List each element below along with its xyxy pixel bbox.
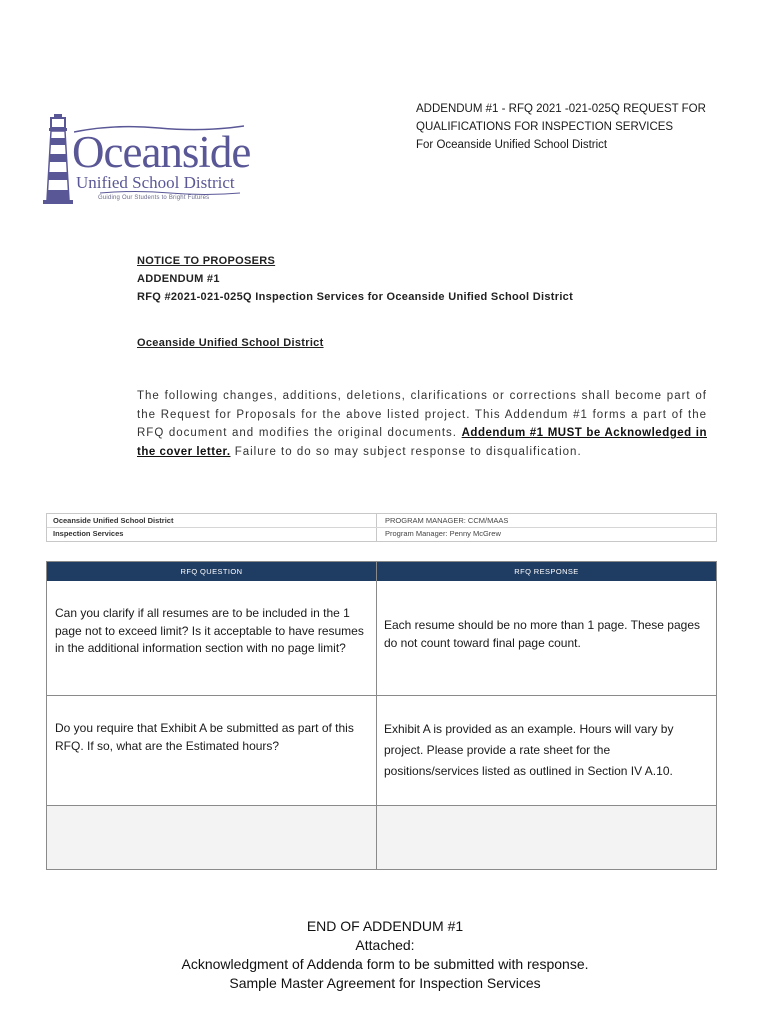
paragraph-text: Failure to do so may subject response to disqualification. xyxy=(230,445,582,458)
table-row-question xyxy=(55,719,354,755)
info-program-manager-firm: PROGRAM MANAGER: CCM/MAAS xyxy=(385,516,509,525)
question-line: Can you clarify if all resumes are to be included in the 1 xyxy=(55,606,350,620)
logo-tagline: Guiding Our Students to Bright Futures xyxy=(98,195,210,201)
attachment-item: Acknowledgment of Addenda form to be submitted with response. xyxy=(181,956,589,972)
table-row-response xyxy=(384,719,673,782)
district-heading: Oceanside Unified School District xyxy=(137,337,324,349)
info-service: Inspection Services xyxy=(53,529,124,538)
table-header xyxy=(47,562,716,581)
notice-addendum: ADDENDUM #1 xyxy=(137,273,220,285)
logo-name: Oceanside xyxy=(72,127,251,177)
attachment-item: Sample Master Agreement for Inspection Services xyxy=(229,975,541,991)
response-line: Each resume should be no more than 1 page. These pages xyxy=(384,618,700,632)
question-line: in the additional information section with no page limit? xyxy=(55,641,346,655)
end-block xyxy=(0,917,770,993)
divider xyxy=(47,527,716,528)
response-line: positions/services listed as outlined in Section IV A.10. xyxy=(384,764,673,778)
column-header-response: RFQ RESPONSE xyxy=(514,567,579,576)
response-line: project. Please provide a rate sheet for the xyxy=(384,743,611,757)
column-divider xyxy=(376,562,377,869)
info-district: Oceanside Unified School District xyxy=(53,516,174,525)
table-row-response xyxy=(384,617,700,652)
empty-cell xyxy=(47,806,376,869)
attached-label: Attached: xyxy=(355,937,415,953)
lighthouse-icon xyxy=(40,112,76,208)
notice-block xyxy=(137,252,573,306)
district-logo xyxy=(40,112,251,208)
end-title: END OF ADDENDUM #1 xyxy=(306,918,464,934)
response-line: Exhibit A is provided as an example. Hours will vary by xyxy=(384,722,674,736)
paragraph-text: The following changes, additions, deletions, clarifications or corrections shall become part of the Request for Proposals for the above listed project. This Addendum #1 forms a part of the RFQ document and modifies the original documents. xyxy=(137,390,707,439)
addendum-paragraph xyxy=(137,387,707,461)
response-line: do not count toward final page count. xyxy=(384,635,581,650)
empty-cell xyxy=(377,806,716,869)
row-divider xyxy=(47,695,716,696)
paragraph-emphasis: Addendum #1 MUST be Acknowledged in the cover letter. xyxy=(137,427,707,458)
notice-rfq: RFQ #2021-021-025Q Inspection Services for Oceanside Unified School District xyxy=(137,291,574,303)
question-line: RFQ. If so, what are the Estimated hours? xyxy=(55,739,280,753)
logo-subtitle: Unified School District xyxy=(76,173,235,192)
info-table xyxy=(46,513,717,542)
question-line: page not to exceed limit? Is it acceptable to have resumes xyxy=(55,623,364,638)
document-header xyxy=(416,100,736,154)
header-line: For Oceanside Unified School District xyxy=(416,139,608,151)
notice-title: NOTICE TO PROPOSERS xyxy=(137,255,276,267)
header-line: ADDENDUM #1 - RFQ 2021 -021-025Q REQUEST FOR xyxy=(416,103,706,115)
header-line: QUALIFICATIONS FOR INSPECTION SERVICES xyxy=(416,121,674,133)
rfq-qa-table xyxy=(46,561,717,870)
info-program-manager: Program Manager: Penny McGrew xyxy=(385,529,501,538)
question-line: Do you require that Exhibit A be submitted as part of this xyxy=(55,721,354,735)
table-row-question xyxy=(55,605,364,658)
column-header-question: RFQ QUESTION xyxy=(180,567,243,576)
